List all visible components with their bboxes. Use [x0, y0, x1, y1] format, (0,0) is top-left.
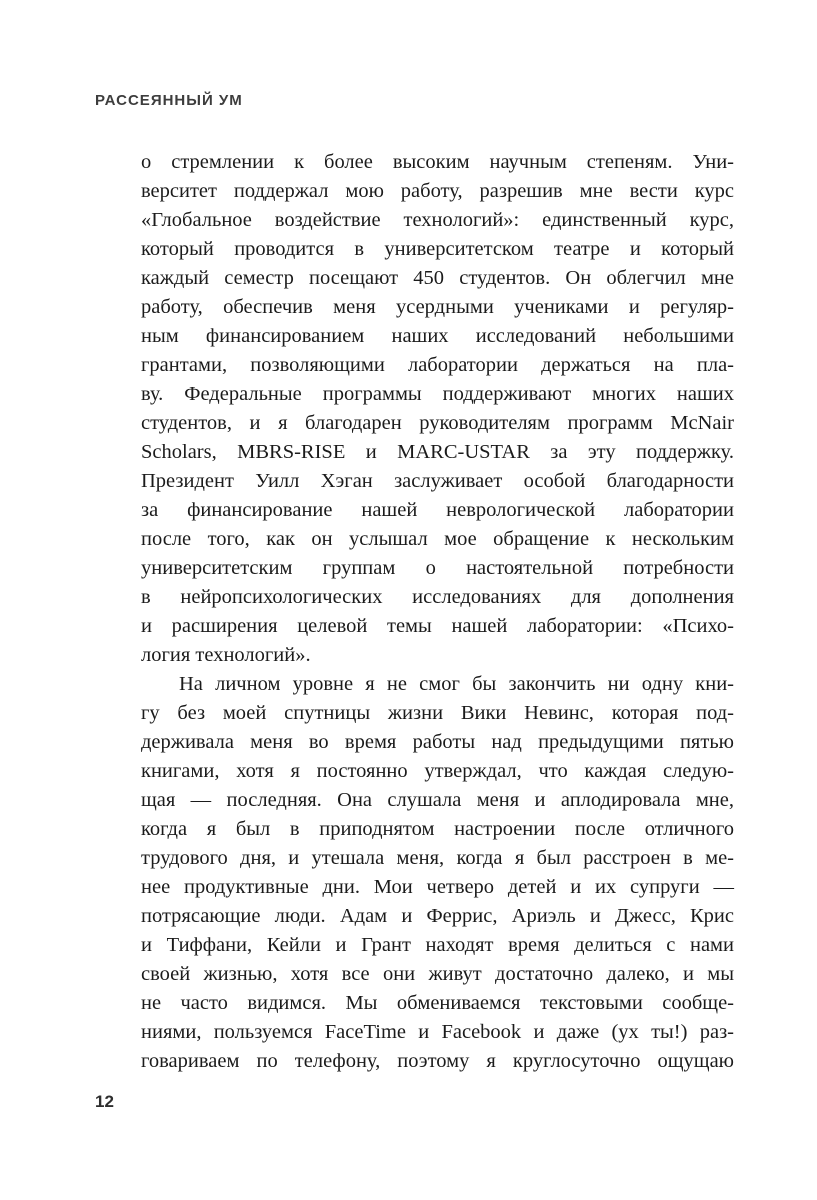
page-number: 12 — [95, 1092, 114, 1111]
text-line: логия технологий». — [141, 644, 311, 666]
text-line: нее продуктивные дни. Мои четверо детей и их супруги — — [141, 876, 734, 898]
text-line: за финансирование нашей неврологической лаборатории — [141, 499, 734, 521]
text-line: говариваем по телефону, поэтому я круглосуточно ощущаю — [141, 1050, 734, 1072]
text-line: своей жизнью, хотя все они живут достаточно далеко, и мы — [141, 963, 734, 985]
text-line: студентов, и я благодарен руководителям программ McNair — [141, 412, 734, 434]
text-line: ным финансированием наших исследований небольшими — [141, 325, 734, 347]
text-line: Scholars, MBRS-RISE и MARC-USTAR за эту поддержку. — [141, 441, 734, 463]
text-line: книгами, хотя я постоянно утверждал, что каждая следую- — [141, 760, 734, 782]
text-line: ниями, пользуемся FaceTime и Facebook и даже (ух ты!) раз- — [141, 1021, 734, 1043]
text-line: работу, обеспечив меня усердными учениками и регуляр- — [141, 296, 734, 318]
paragraph — [141, 148, 734, 670]
text-line: гу без моей спутницы жизни Вики Невинс, которая под- — [141, 702, 734, 724]
text-line: трудового дня, и утешала меня, когда я был расстроен в ме- — [141, 847, 734, 869]
page-body-text — [141, 148, 734, 1076]
text-line: о стремлении к более высоким научным степеням. Уни- — [141, 151, 734, 173]
running-header: РАССЕЯННЫЙ УМ — [95, 92, 243, 109]
text-line: университетским группам о настоятельной потребности — [141, 557, 734, 579]
text-line: каждый семестр посещают 450 студентов. Он облегчил мне — [141, 267, 734, 289]
text-line: «Глобальное воздействие технологий»: единственный курс, — [141, 209, 734, 231]
text-line: щая — последняя. Она слушала меня и аплодировала мне, — [141, 789, 734, 811]
text-line: верситет поддержал мою работу, разрешив мне вести курс — [141, 180, 734, 202]
text-line: когда я был в приподнятом настроении после отличного — [141, 818, 734, 840]
text-line: в нейропсихологических исследованиях для дополнения — [141, 586, 734, 608]
text-line: и расширения целевой темы нашей лаборатории: «Психо- — [141, 615, 734, 637]
text-line: На личном уровне я не смог бы закончить ни одну кни- — [179, 673, 734, 695]
text-line: грантами, позволяющими лаборатории держаться на пла- — [141, 354, 734, 376]
text-line: потрясающие люди. Адам и Феррис, Ариэль и Джесс, Крис — [141, 905, 734, 927]
text-line: и Тиффани, Кейли и Грант находят время делиться с нами — [141, 934, 734, 956]
text-line: держивала меня во время работы над предыдущими пятью — [141, 731, 734, 753]
text-line: Президент Уилл Хэган заслуживает особой благодарности — [141, 470, 734, 492]
text-line: ву. Федеральные программы поддерживают многих наших — [141, 383, 734, 405]
text-line: который проводится в университетском театре и который — [141, 238, 734, 260]
paragraph — [141, 670, 734, 1076]
text-line: после того, как он услышал мое обращение к нескольким — [141, 528, 734, 550]
text-line: не часто видимся. Мы обмениваемся текстовыми сообще- — [141, 992, 734, 1014]
